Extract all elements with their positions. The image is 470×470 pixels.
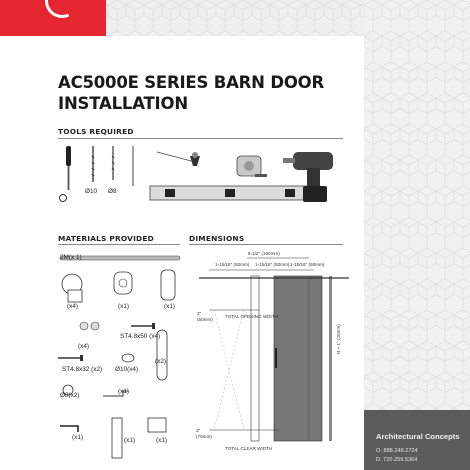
dim-seg-3: 1-15/16" (50mm)	[290, 262, 325, 267]
dim-seg-1: 1-15/16" (50mm)	[215, 262, 250, 267]
screw-st48-32-label: ST4.8x32 (x2)	[62, 366, 103, 373]
side-pattern-panel	[364, 0, 470, 470]
allen-key-icon	[60, 426, 78, 432]
drill-bit-10-icon	[92, 146, 95, 182]
spirit-level-icon	[150, 186, 310, 200]
screw-st48-32-icon	[58, 355, 83, 361]
dim-floor-a: 3"	[196, 428, 201, 433]
page-title: AC5000E SERIES BARN DOOR INSTALLATION	[58, 73, 324, 113]
roller-b-label: (x1)	[118, 303, 130, 310]
contact-footer	[364, 410, 470, 470]
washer-label: Ø10(x4)	[115, 366, 139, 373]
dim-floor-b: (76mm)	[196, 434, 212, 439]
materials-illustration	[58, 250, 183, 460]
brand-name: Architectural Concepts	[376, 432, 460, 441]
phone-direct: D. 720.259.5364	[376, 457, 418, 463]
door-frame	[251, 276, 259, 441]
hex-pattern-side	[364, 0, 470, 470]
drill-bit-8-label: Ø8	[108, 188, 117, 195]
bit-8-label: Ø8(x2)	[60, 392, 80, 399]
handle	[275, 348, 277, 368]
screw-st48-label: ST4.8x50 (x4)	[120, 333, 161, 340]
wall-edge	[329, 276, 332, 441]
allen-label: (x1)	[72, 434, 84, 441]
materials-heading: MATERIALS PROVIDED	[58, 234, 154, 243]
screwdriver-icon	[60, 146, 72, 202]
phone-office: O. 888.248.2724	[376, 448, 418, 454]
roller-a-icon	[62, 274, 82, 302]
roller-b-icon	[114, 272, 132, 294]
clip-label: (x1)	[118, 388, 130, 395]
dim-opening: TOTAL OPENING WIDTH	[225, 314, 279, 319]
bracket-icon	[148, 418, 166, 432]
dimensions-divider	[189, 244, 343, 245]
materials-divider	[58, 244, 180, 245]
tape-measure-icon	[237, 156, 267, 177]
dim-clear: TOTAL CLEAR WIDTH	[225, 446, 273, 451]
drill-bit-10-label: Ø10	[85, 188, 98, 195]
dimension-drawing	[189, 250, 359, 450]
washer-icon	[122, 354, 134, 362]
dim-height: H + 1" (25mm)	[336, 324, 341, 354]
plumb-bob-icon	[157, 152, 200, 166]
roller-c-icon	[161, 270, 175, 300]
roller-c-label: (x1)	[164, 303, 176, 310]
guide-icon	[112, 418, 122, 458]
roller-a-label: (x4)	[67, 303, 79, 310]
anchor-label: (x4)	[78, 343, 90, 350]
tools-illustration	[55, 142, 350, 212]
tools-heading: TOOLS REQUIRED	[58, 127, 134, 136]
anchor-icon	[80, 322, 99, 330]
screw-st48-icon	[131, 323, 155, 329]
stopper-label: (x2)	[155, 358, 167, 365]
guide-label: (x1)	[124, 437, 136, 444]
rail-label: 2M(x 1)	[60, 254, 82, 261]
dim-top-width: 6-1/2" (160mm)	[248, 251, 280, 256]
tools-divider	[58, 138, 343, 139]
door-panel	[274, 276, 322, 441]
dim-seg-2: 1-15/16" (50mm)	[255, 262, 290, 267]
dimensions-heading: DIMENSIONS	[189, 234, 245, 243]
dim-side-a: 2"	[197, 311, 202, 316]
bracket-label: (x1)	[156, 437, 168, 444]
drill-bit-8-icon	[112, 146, 114, 180]
dim-side-b: (50mm)	[197, 317, 213, 322]
